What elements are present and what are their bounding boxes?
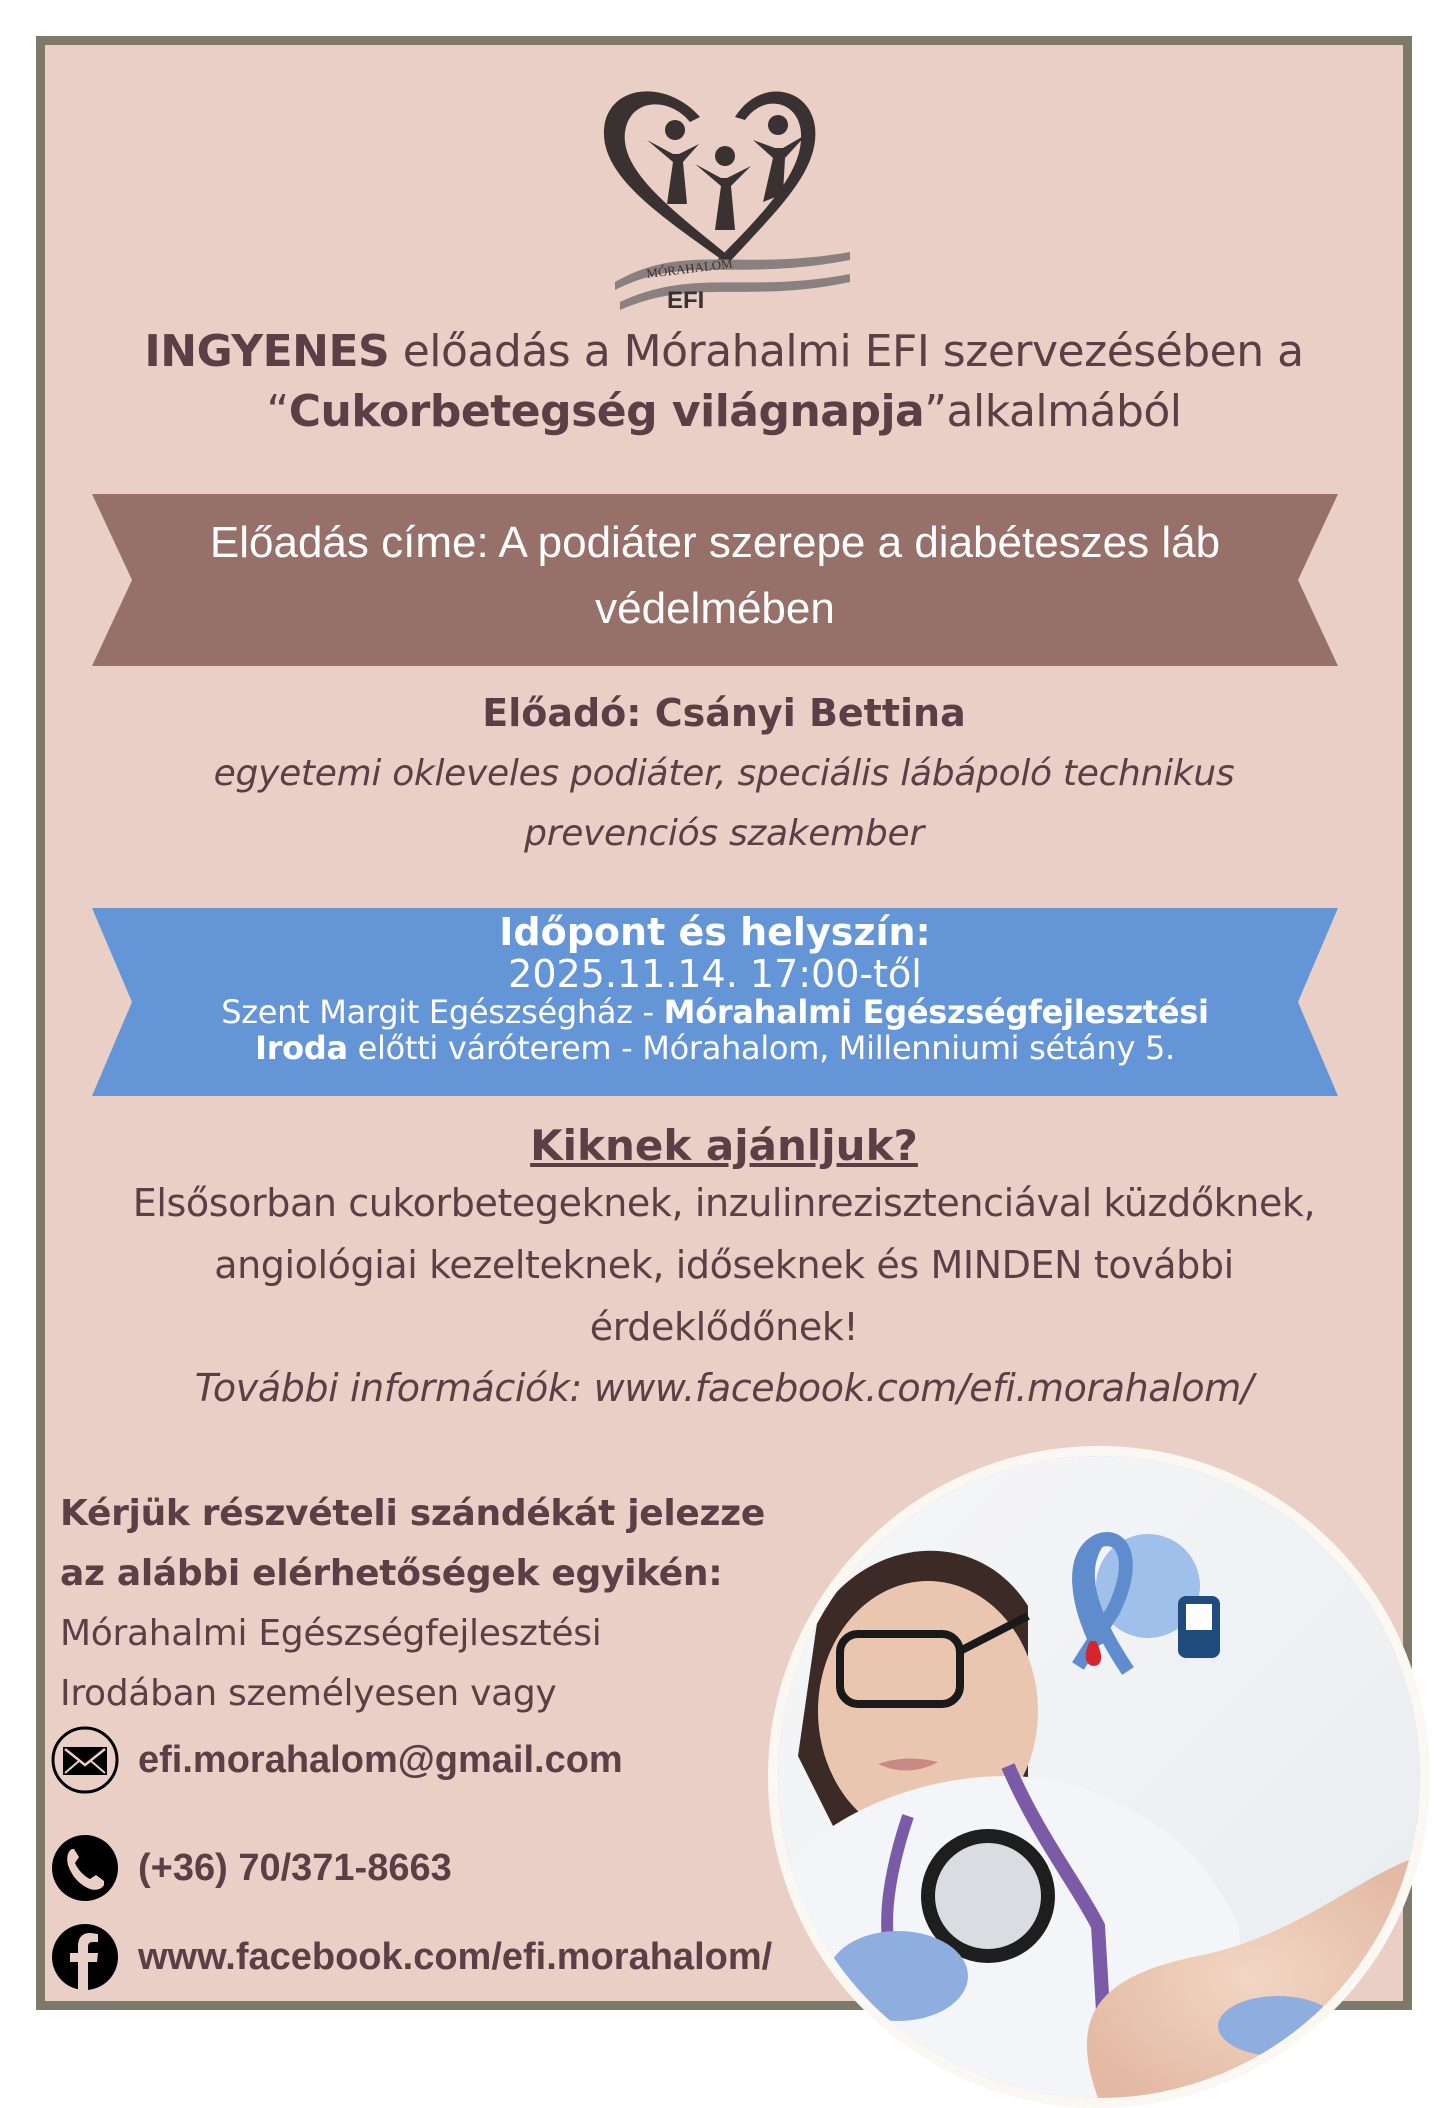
rsvp-heading: Kérjük részvételi szándékát jelezze az alábbi elérhetőségek egyikén: bbox=[60, 1493, 765, 1594]
phone-number[interactable]: (+36) 70/371-8663 bbox=[138, 1846, 452, 1889]
podiatrist-photo bbox=[768, 1446, 1430, 2108]
efi-logo bbox=[575, 62, 875, 312]
speaker-name: Előadó: Csányi Bettina bbox=[482, 691, 966, 735]
contact-facebook[interactable] bbox=[50, 1922, 772, 1992]
svg-text:EFI: EFI bbox=[667, 287, 705, 312]
speaker-description: egyetemi okleveles podiáter, speciális lábápoló technikus prevenciós szakember bbox=[213, 753, 1235, 854]
rsvp-in-person: Mórahalmi Egészségfejlesztési Irodában személyesen vagy bbox=[60, 1613, 602, 1714]
event-location-line-1: Szent Margit Egészségház - Mórahalmi Egészségfejlesztési bbox=[221, 993, 1209, 1031]
event-heading bbox=[0, 322, 1448, 442]
lecture-title: Előadás címe: A podiáter szerepe a diabéteszes láb védelmében bbox=[209, 518, 1221, 633]
contact-email[interactable] bbox=[50, 1725, 623, 1795]
heart-people-logo-icon bbox=[575, 62, 875, 312]
event-location-line-2: Iroda előtti váróterem - Mórahalom, Millenniumi sétány 5. bbox=[255, 1029, 1175, 1067]
free-label: INGYENES bbox=[144, 326, 390, 377]
recommended-title: Kiknek ajánljuk? bbox=[530, 1121, 918, 1170]
email-address[interactable]: efi.morahalom@gmail.com bbox=[138, 1738, 623, 1781]
facebook-url[interactable]: www.facebook.com/efi.morahalom/ bbox=[138, 1935, 773, 1978]
svg-text:MÓRAHALOM: MÓRAHALOM bbox=[645, 255, 734, 281]
time-location-ribbon bbox=[92, 908, 1338, 1096]
contact-phone[interactable] bbox=[50, 1833, 452, 1903]
time-location-text bbox=[92, 910, 1338, 1066]
recommended-body: Elsősorban cukorbetegeknek, inzulinrezisztenciával küzdőknek, angiológiai kezelteknek, időseknek és MINDEN további érdeklődőnek! bbox=[132, 1181, 1316, 1349]
photo-illustration bbox=[778, 1456, 1420, 2098]
facebook-icon bbox=[50, 1922, 120, 1992]
phone-icon bbox=[50, 1833, 120, 1903]
time-location-title: Időpont és helyszín: bbox=[499, 910, 931, 954]
envelope-icon bbox=[50, 1725, 120, 1795]
heading-line-1: INGYENES előadás a Mórahalmi EFI szervezésében a bbox=[144, 326, 1304, 377]
occasion-label: Cukorbetegség világnapja bbox=[288, 386, 925, 437]
event-datetime: 2025.11.14. 17:00-től bbox=[508, 952, 922, 996]
more-info-link[interactable]: További információk: www.facebook.com/efi.morahalom/ bbox=[194, 1366, 1254, 1410]
lecture-title-ribbon bbox=[92, 494, 1338, 666]
heading-line-2: “Cukorbetegség világnapja”alkalmából bbox=[266, 386, 1182, 437]
